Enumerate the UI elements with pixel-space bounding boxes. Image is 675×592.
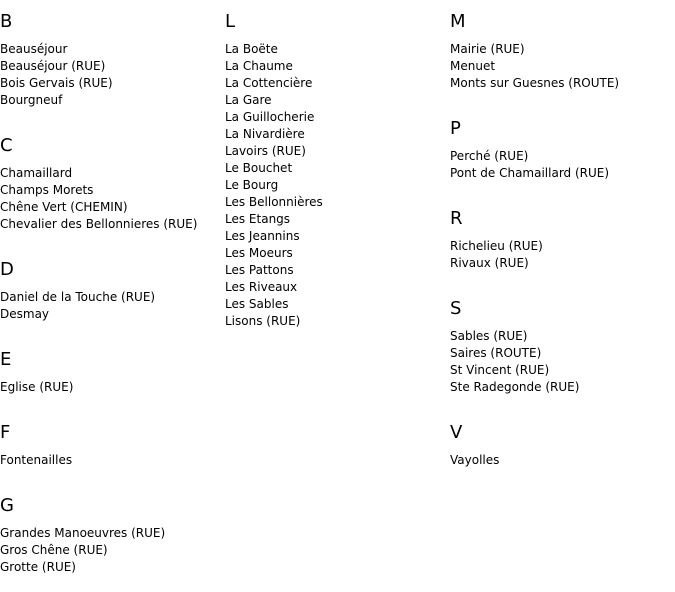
street-item[interactable]: Lisons (RUE) bbox=[225, 314, 301, 328]
street-item[interactable]: Perché (RUE) bbox=[450, 149, 529, 163]
street-item[interactable]: La Cottencière bbox=[225, 76, 313, 90]
street-item[interactable]: Les Etangs bbox=[225, 212, 291, 226]
street-item[interactable]: La Boëte bbox=[225, 42, 278, 56]
street-item[interactable]: Grandes Manoeuvres (RUE) bbox=[0, 526, 166, 540]
street-item[interactable]: Ste Radegonde (RUE) bbox=[450, 380, 580, 394]
street-item[interactable]: Pont de Chamaillard (RUE) bbox=[450, 166, 610, 180]
street-item[interactable]: Beauséjour bbox=[0, 42, 68, 56]
street-item[interactable]: Lavoirs (RUE) bbox=[225, 144, 306, 158]
letter-group-g bbox=[0, 484, 222, 576]
letter-heading: C bbox=[0, 135, 13, 156]
letter-heading: V bbox=[450, 422, 463, 443]
letter-heading: E bbox=[0, 349, 12, 370]
street-item[interactable]: Le Bouchet bbox=[225, 161, 293, 175]
street-item[interactable]: Les Sables bbox=[225, 297, 289, 311]
street-item[interactable]: Les Jeannins bbox=[225, 229, 300, 243]
street-item[interactable]: Menuet bbox=[450, 59, 496, 73]
letter-heading: D bbox=[0, 259, 14, 280]
street-item[interactable]: Rivaux (RUE) bbox=[450, 256, 529, 270]
street-item[interactable]: La Guillocherie bbox=[225, 110, 315, 124]
street-item[interactable]: St Vincent (RUE) bbox=[450, 363, 550, 377]
street-index-column-2 bbox=[225, 0, 447, 345]
street-item[interactable]: Champs Morets bbox=[0, 183, 94, 197]
letter-group-r bbox=[450, 197, 672, 272]
letter-heading: M bbox=[450, 11, 466, 32]
letter-heading: S bbox=[450, 298, 462, 319]
street-item[interactable]: Les Bellonnières bbox=[225, 195, 323, 209]
street-item[interactable]: Bois Gervais (RUE) bbox=[0, 76, 113, 90]
letter-heading: P bbox=[450, 118, 461, 139]
street-item[interactable]: Richelieu (RUE) bbox=[450, 239, 543, 253]
letter-heading: L bbox=[225, 11, 236, 32]
street-item[interactable]: La Chaume bbox=[225, 59, 293, 73]
street-item[interactable]: Eglise (RUE) bbox=[0, 380, 74, 394]
letter-group-s bbox=[450, 287, 672, 396]
street-index-column-1 bbox=[0, 0, 222, 591]
street-item[interactable]: Desmay bbox=[0, 307, 50, 321]
letter-group-e bbox=[0, 338, 222, 396]
street-item[interactable]: Sables (RUE) bbox=[450, 329, 528, 343]
street-item[interactable]: Beauséjour (RUE) bbox=[0, 59, 106, 73]
street-item[interactable]: Le Bourg bbox=[225, 178, 279, 192]
letter-heading: G bbox=[0, 495, 14, 516]
street-item[interactable]: Grotte (RUE) bbox=[0, 560, 76, 574]
street-item[interactable]: La Gare bbox=[225, 93, 272, 107]
letter-group-d bbox=[0, 248, 222, 323]
letter-heading: B bbox=[0, 11, 13, 32]
street-item[interactable]: Bourgneuf bbox=[0, 93, 63, 107]
letter-group-c bbox=[0, 124, 222, 233]
letter-heading: F bbox=[0, 422, 11, 443]
letter-group-m bbox=[450, 0, 672, 92]
street-item[interactable]: Les Moeurs bbox=[225, 246, 293, 260]
letter-group-p bbox=[450, 107, 672, 182]
street-item[interactable]: La Nivardière bbox=[225, 127, 305, 141]
letter-group-f bbox=[0, 411, 222, 469]
street-item[interactable]: Fontenailles bbox=[0, 453, 73, 467]
street-item[interactable]: Chêne Vert (CHEMIN) bbox=[0, 200, 128, 214]
letter-group-v bbox=[450, 411, 672, 469]
street-item[interactable]: Monts sur Guesnes (ROUTE) bbox=[450, 76, 620, 90]
street-item[interactable]: Vayolles bbox=[450, 453, 500, 467]
letter-group-b bbox=[0, 0, 222, 109]
street-index-column-3 bbox=[450, 0, 672, 484]
street-item[interactable]: Daniel de la Touche (RUE) bbox=[0, 290, 156, 304]
street-item[interactable]: Chevalier des Bellonnieres (RUE) bbox=[0, 217, 198, 231]
letter-heading: R bbox=[450, 208, 463, 229]
street-item[interactable]: Mairie (RUE) bbox=[450, 42, 525, 56]
street-item[interactable]: Chamaillard bbox=[0, 166, 73, 180]
street-item[interactable]: Saires (ROUTE) bbox=[450, 346, 542, 360]
letter-group-l bbox=[225, 0, 447, 330]
street-item[interactable]: Les Riveaux bbox=[225, 280, 298, 294]
street-item[interactable]: Gros Chêne (RUE) bbox=[0, 543, 108, 557]
street-item[interactable]: Les Pattons bbox=[225, 263, 294, 277]
